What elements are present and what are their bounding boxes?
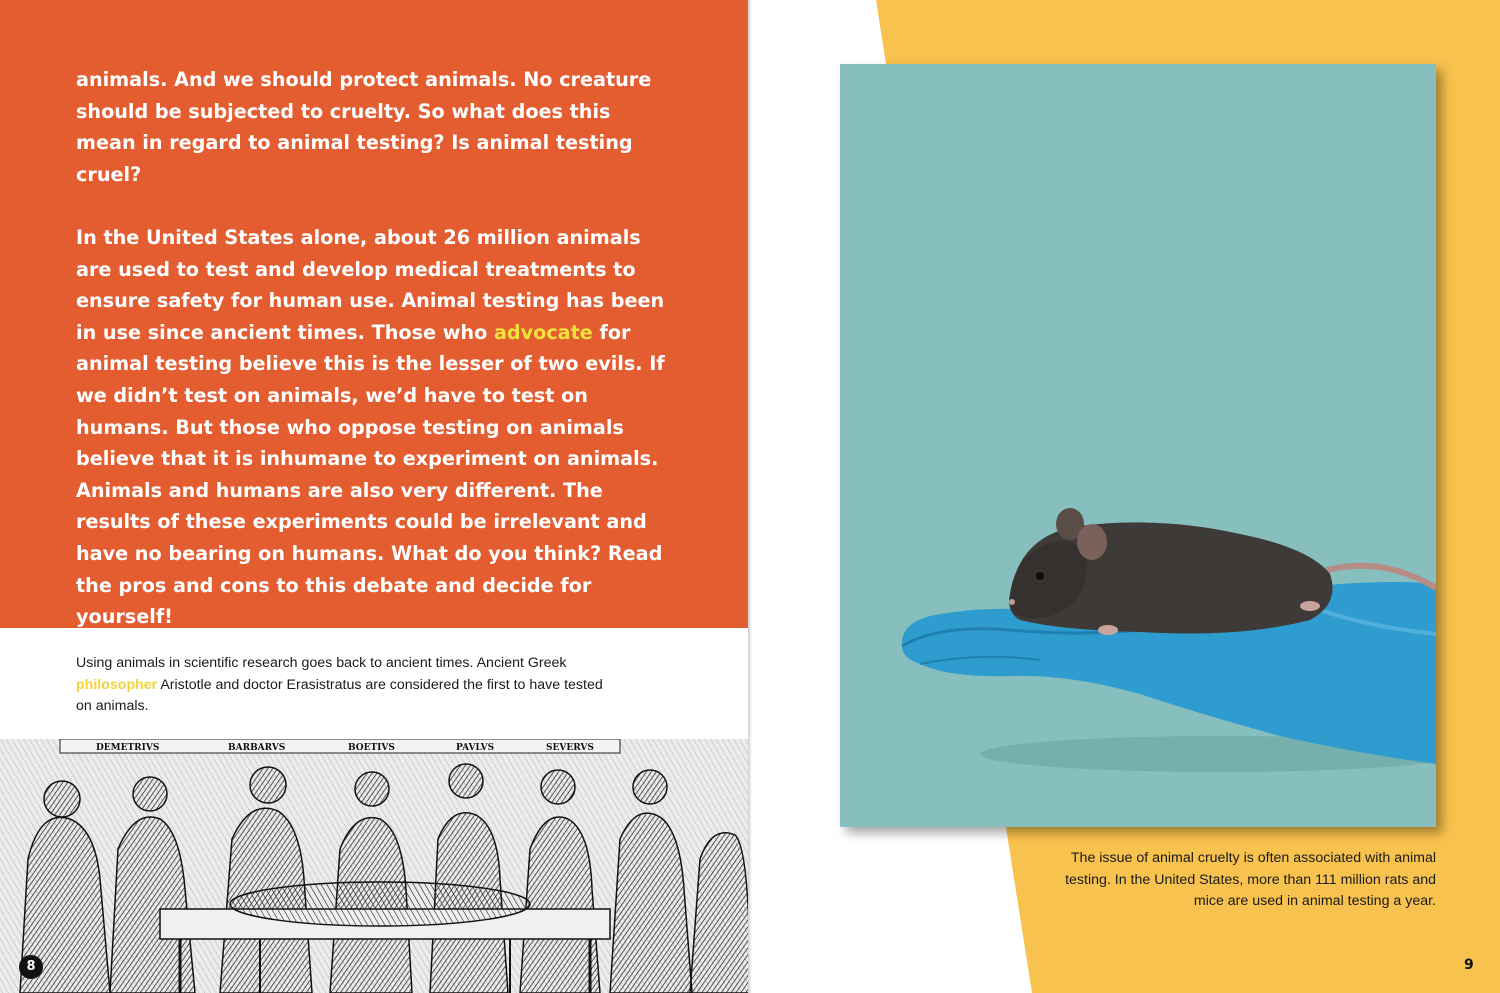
historical-engraving-image bbox=[0, 739, 750, 993]
page-number-left: 8 bbox=[19, 955, 43, 979]
paragraph-1: animals. And we should protect animals. No creature should be subjected to cruelty. So what does this mean in regard to animal testing? Is animal testing cruel? bbox=[76, 68, 652, 186]
engraving-label-2: BOETIVS bbox=[348, 743, 395, 753]
paragraph-2-text-start: In the United States alone, about 26 million animals are used to test and develop medical treatments to ensure safety for human use. Animal testing has been in use since ancient times. Those who bbox=[76, 225, 665, 344]
engraving-label-1: BARBARVS bbox=[228, 743, 286, 753]
caption-text-start: Using animals in scientific research goes back to ancient times. Ancient Greek bbox=[76, 655, 567, 671]
engraving-label-3: PAVLVS bbox=[456, 743, 495, 753]
engraving-caption bbox=[76, 653, 616, 718]
glossary-term-advocate[interactable]: advocate bbox=[493, 320, 593, 344]
mouse-on-glove-photo bbox=[840, 64, 1436, 827]
paragraph-2-text-end: for animal testing believe this is the lesser of two evils. If we didn’t test on animals, we’d have to test on humans. But those who oppose testing on animals believe that it is inhumane to experiment on animals. Animals and humans are also very different. The results of these experiments could be irrelevant and have no bearing on humans. What do you think? Read the pros and cons to this debate and decide for yourself! bbox=[76, 320, 665, 629]
photo-caption: The issue of animal cruelty is often associated with animal testing. In the United States, more than 111 million rats and mice are used in animal testing a year. bbox=[1065, 850, 1436, 909]
page-number-right: 9 bbox=[1464, 957, 1474, 973]
engraving-label-0: DEMETRIVS bbox=[96, 743, 160, 753]
engraving-label-4: SEVERVS bbox=[546, 743, 594, 753]
main-body-text bbox=[76, 64, 676, 633]
glossary-term-philosopher[interactable]: philosopher bbox=[76, 676, 158, 693]
paragraph-2 bbox=[76, 222, 676, 633]
caption-text-end: Aristotle and doctor Erasistratus are considered the first to have tested on animals. bbox=[76, 676, 603, 714]
